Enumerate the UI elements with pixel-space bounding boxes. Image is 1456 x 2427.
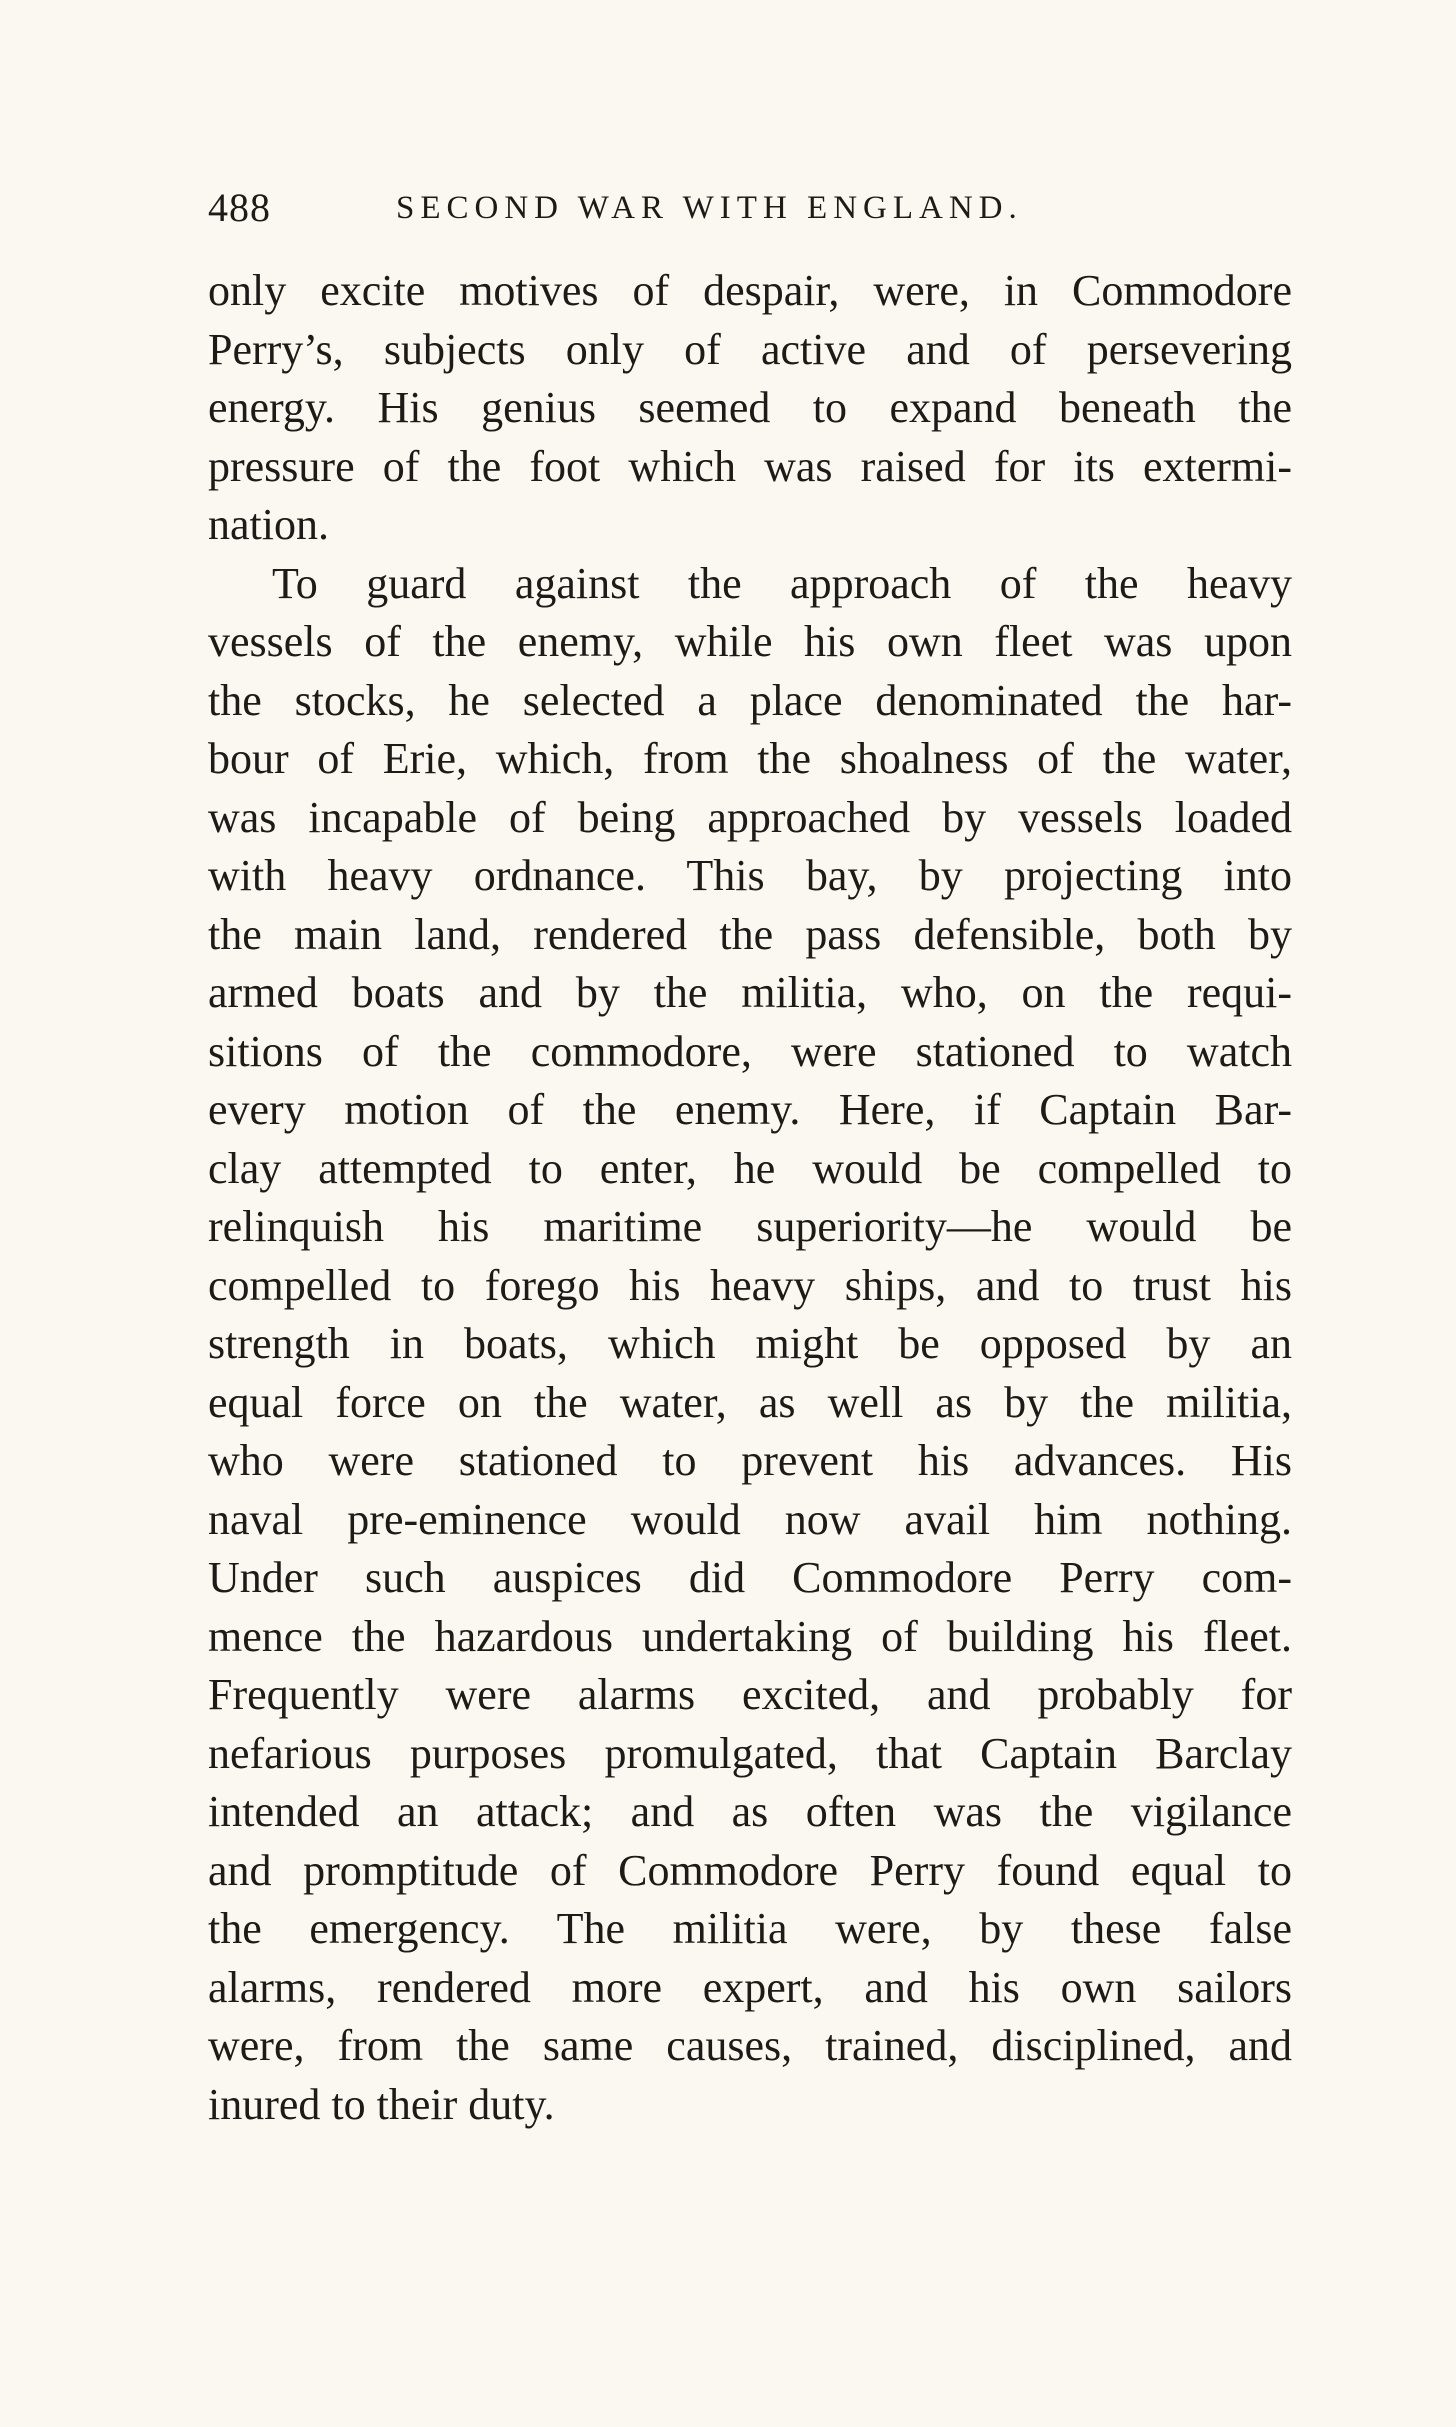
- text-line: pressure of the foot which was raised for its extermi-: [208, 441, 1292, 491]
- text-line: was incapable of being approached by vessels loaded: [208, 792, 1292, 842]
- text-line: only excite motives of despair, were, in Commodore: [208, 266, 1292, 315]
- text-line: strength in boats, which might be opposed by an: [208, 1319, 1292, 1368]
- text-line: compelled to forego his heavy ships, and to trust his: [208, 1260, 1292, 1310]
- text-line: alarms, rendered more expert, and his own sailors: [208, 1962, 1292, 2012]
- paragraph-start-line: To guard against the approach of the heavy: [272, 558, 1292, 608]
- text-line: relinquish his maritime superiority—he would be: [208, 1202, 1292, 1251]
- text-line: vessels of the enemy, while his own fleet was upon: [208, 617, 1292, 666]
- text-line: Under such auspices did Commodore Perry com-: [208, 1553, 1292, 1602]
- text-line: and promptitude of Commodore Perry found equal to: [208, 1845, 1292, 1895]
- running-title: SECOND WAR WITH ENGLAND.: [396, 190, 1023, 226]
- running-head: [208, 178, 1288, 238]
- text-line: clay attempted to enter, he would be compelled to: [208, 1143, 1292, 1193]
- text-line: nefarious purposes promulgated, that Captain Barclay: [208, 1728, 1292, 1778]
- text-line: bour of Erie, which, from the shoalness of the water,: [208, 734, 1292, 783]
- text-line: who were stationed to prevent his advances. His: [208, 1436, 1292, 1485]
- text-line: the main land, rendered the pass defensible, both by: [208, 909, 1292, 959]
- text-line: nation.: [208, 500, 329, 549]
- text-line: the emergency. The militia were, by these false: [208, 1904, 1292, 1953]
- text-line: mence the hazardous undertaking of building his fleet.: [208, 1611, 1292, 1661]
- text-line: every motion of the enemy. Here, if Captain Bar-: [208, 1085, 1292, 1134]
- text-line: sitions of the commodore, were stationed to watch: [208, 1026, 1292, 1076]
- page-number: 488: [208, 185, 271, 230]
- text-line: naval pre-eminence would now avail him nothing.: [208, 1494, 1292, 1544]
- text-line: equal force on the water, as well as by the militia,: [208, 1377, 1292, 1427]
- text-line: Perry’s, subjects only of active and of persevering: [208, 324, 1292, 374]
- text-line: armed boats and by the militia, who, on the requi-: [208, 968, 1292, 1017]
- text-line: intended an attack; and as often was the vigilance: [208, 1787, 1292, 1836]
- text-line: were, from the same causes, trained, disciplined, and: [208, 2021, 1292, 2070]
- body-text: [208, 262, 1292, 2134]
- text-line: inured to their duty.: [208, 2079, 555, 2129]
- text-line: the stocks, he selected a place denominated the har-: [208, 675, 1292, 725]
- text-line: Frequently were alarms excited, and probably for: [208, 1670, 1292, 1719]
- text-line: energy. His genius seemed to expand beneath the: [208, 383, 1292, 432]
- text-line: with heavy ordnance. This bay, by projecting into: [208, 851, 1292, 900]
